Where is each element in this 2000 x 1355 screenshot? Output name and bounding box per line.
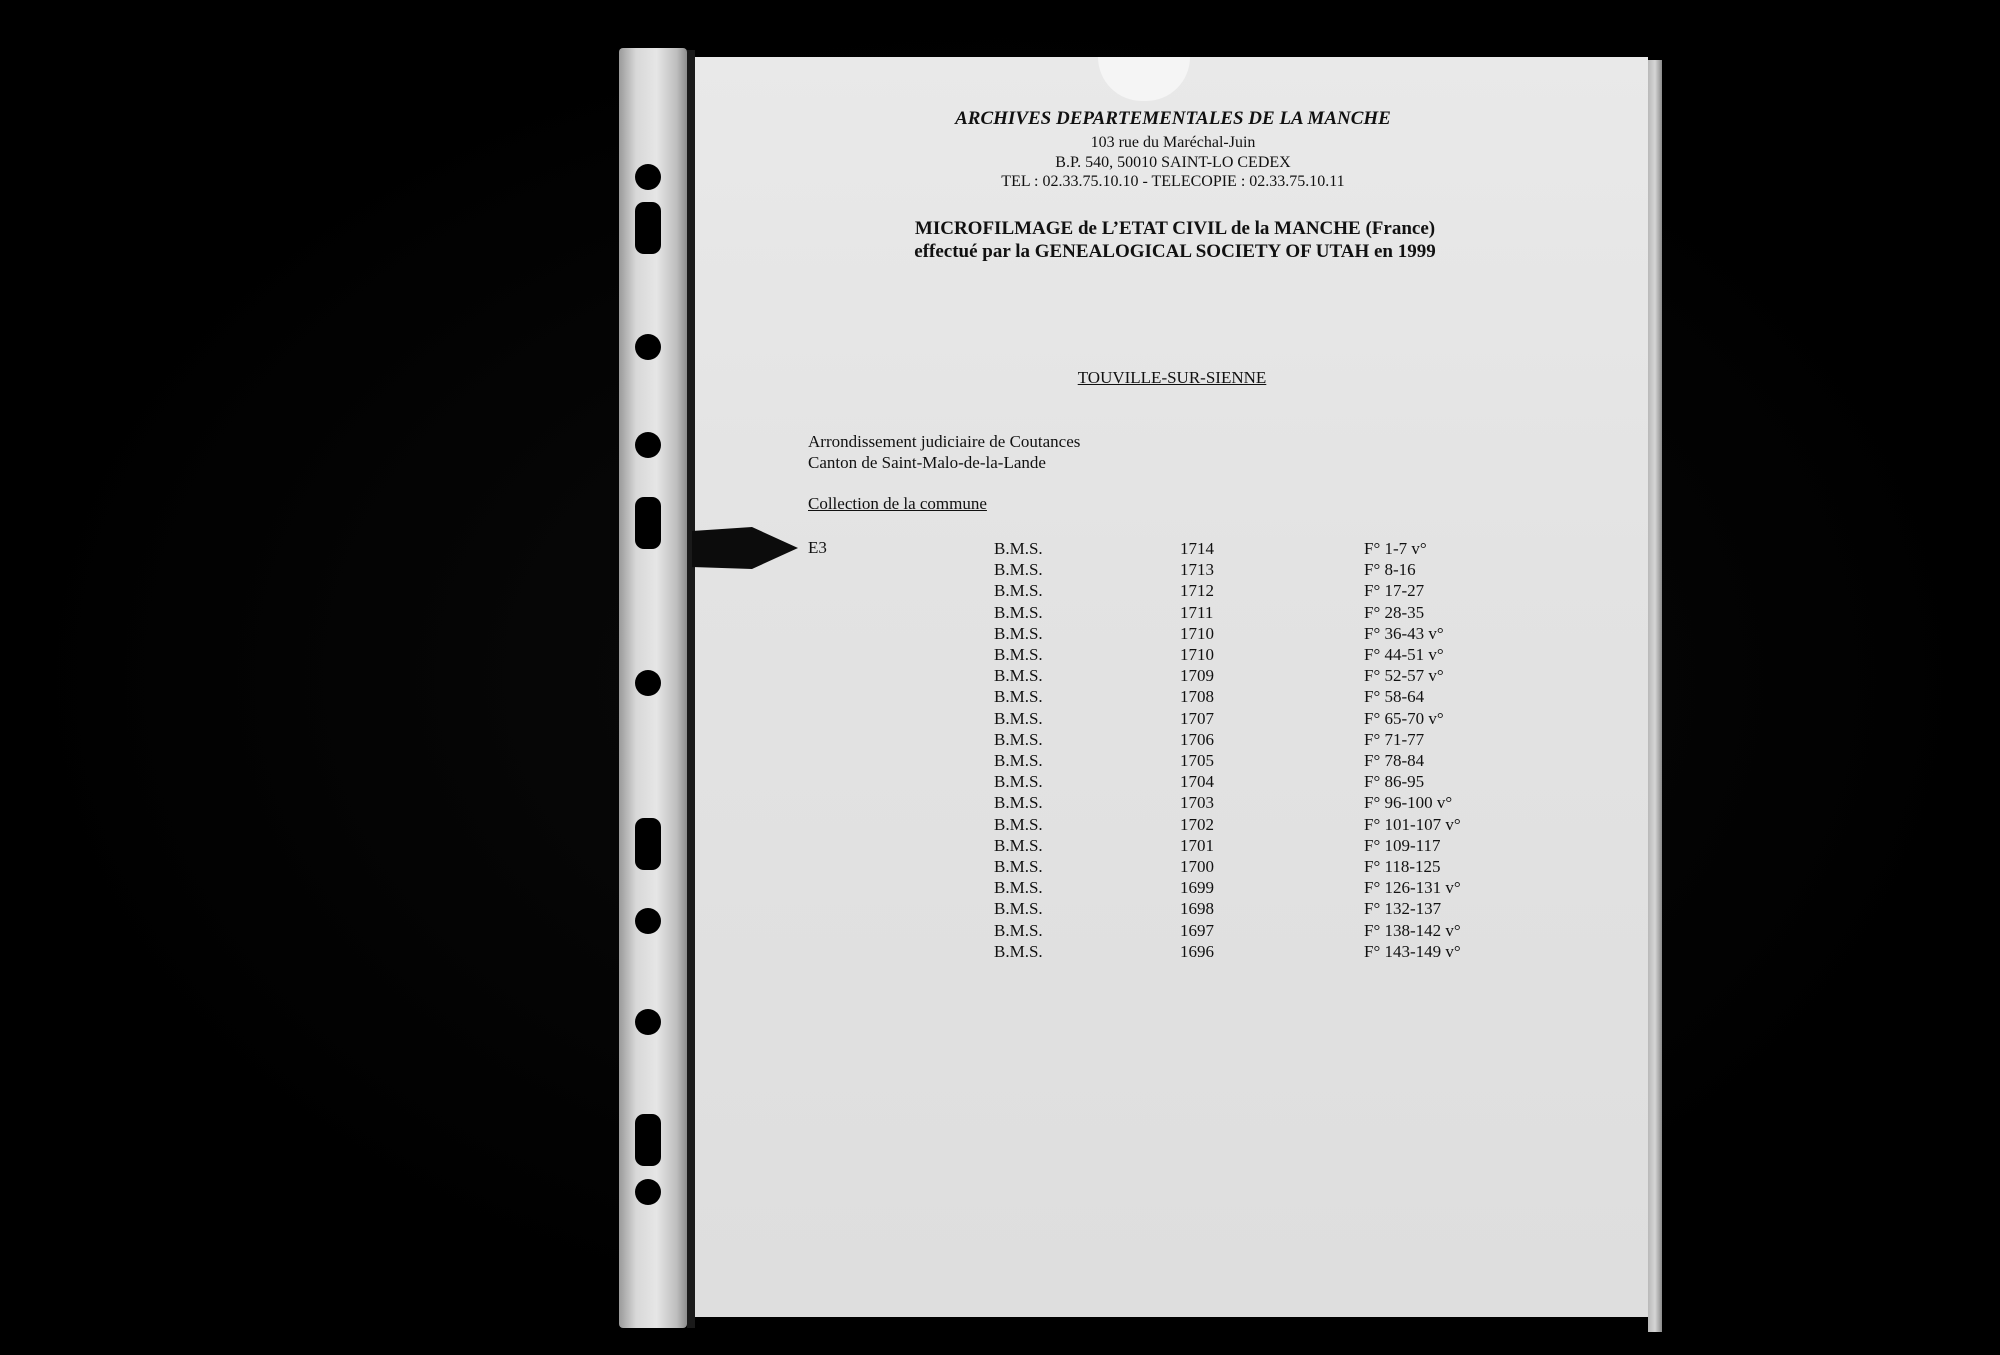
record-year: 1698 [1180, 899, 1214, 919]
document-title-line2: effectué par la GENEALOGICAL SOCIETY OF UTAH en 1999 [914, 241, 1436, 262]
record-folio: F° 109-117 [1364, 835, 1441, 855]
record-folio: F° 17-27 [1364, 581, 1425, 601]
record-type: B.M.S. [994, 623, 1043, 643]
record-type: B.M.S. [994, 857, 1043, 876]
record-folio: F° 143-149 v° [1364, 941, 1461, 961]
arrondissement-line: Arrondissement judiciaire de Coutances [808, 432, 1081, 451]
record-type: B.M.S. [994, 602, 1043, 622]
record-folio: F° 96-100 v° [1364, 793, 1453, 813]
record-year: 1710 [1180, 645, 1214, 664]
record-folio: F° 132-137 [1364, 899, 1442, 919]
record-year: 1709 [1180, 666, 1214, 686]
punch-slot [635, 202, 661, 254]
arrow-tab-marker [692, 527, 798, 569]
punch-hole [635, 670, 661, 696]
archive-contact: TEL : 02.33.75.10.10 - TELECOPIE : 02.33.75.10.11 [1001, 173, 1345, 190]
record-type: B.M.S. [994, 835, 1043, 855]
punch-slot [635, 818, 661, 870]
record-type: B.M.S. [994, 581, 1043, 601]
record-type: B.M.S. [994, 645, 1043, 664]
record-folio: F° 58-64 [1364, 687, 1425, 707]
record-year: 1714 [1180, 539, 1214, 558]
punch-hole [635, 1009, 661, 1035]
record-folio: F° 86-95 [1364, 772, 1425, 792]
record-type: B.M.S. [994, 899, 1043, 919]
record-year: 1696 [1180, 941, 1214, 961]
record-type: B.M.S. [994, 793, 1043, 813]
record-folio: F° 65-70 v° [1364, 708, 1444, 728]
archive-name: ARCHIVES DEPARTEMENTALES DE LA MANCHE [955, 108, 1391, 129]
record-folio: F° 101-107 v° [1364, 814, 1461, 834]
sheet-right-edge [1648, 60, 1662, 1332]
record-type: B.M.S. [994, 539, 1043, 558]
record-type: B.M.S. [994, 941, 1043, 961]
record-type: B.M.S. [994, 708, 1043, 728]
record-type: B.M.S. [994, 751, 1043, 770]
record-folio: F° 28-35 [1364, 602, 1425, 622]
record-type: B.M.S. [994, 814, 1043, 834]
record-year: 1708 [1180, 687, 1214, 707]
record-year: 1700 [1180, 857, 1214, 876]
record-folio: F° 36-43 v° [1364, 623, 1444, 643]
record-year: 1701 [1180, 835, 1214, 855]
record-year: 1713 [1180, 560, 1214, 580]
record-type: B.M.S. [994, 878, 1043, 898]
record-year: 1702 [1180, 814, 1214, 834]
commune-name: TOUVILLE-SUR-SIENNE [1077, 368, 1267, 387]
record-type: B.M.S. [994, 772, 1043, 792]
record-folio: F° 138-142 v° [1364, 920, 1461, 940]
punch-hole [635, 1179, 661, 1205]
record-folio: F° 126-131 v° [1364, 878, 1461, 898]
punch-hole [635, 164, 661, 190]
record-year: 1697 [1180, 920, 1214, 940]
record-type: B.M.S. [994, 560, 1043, 580]
archive-address: 103 rue du Maréchal-Juin [1090, 134, 1256, 151]
record-folio: F° 118-125 [1364, 857, 1441, 876]
record-type: B.M.S. [994, 666, 1043, 686]
punch-slot [635, 1114, 661, 1166]
record-year: 1706 [1180, 729, 1214, 749]
record-year: 1704 [1180, 772, 1214, 792]
record-folio: F° 44-51 v° [1364, 645, 1444, 664]
collection-heading: Collection de la commune [808, 494, 987, 513]
sleeve-edge-shadow [687, 50, 695, 1328]
canton-line: Canton de Saint-Malo-de-la-Lande [808, 453, 1046, 472]
cote-label: E3 [808, 538, 827, 557]
record-folio: F° 8-16 [1364, 560, 1416, 580]
record-year: 1703 [1180, 793, 1214, 813]
punch-hole [635, 908, 661, 934]
record-folio: F° 71-77 [1364, 729, 1425, 749]
document-title-line1: MICROFILMAGE de L’ETAT CIVIL de la MANCHE (France) [914, 218, 1436, 239]
punch-hole [635, 334, 661, 360]
sleeve-binder-strip [619, 48, 687, 1328]
record-folio: F° 1-7 v° [1364, 539, 1427, 558]
record-year: 1705 [1180, 751, 1214, 770]
punch-hole [635, 432, 661, 458]
archive-postal: B.P. 540, 50010 SAINT-LO CEDEX [1055, 154, 1291, 171]
record-type: B.M.S. [994, 687, 1043, 707]
punch-slot [635, 497, 661, 549]
record-year: 1699 [1180, 878, 1214, 898]
record-folio: F° 78-84 [1364, 751, 1425, 770]
record-year: 1707 [1180, 708, 1214, 728]
record-type: B.M.S. [994, 729, 1043, 749]
record-type: B.M.S. [994, 920, 1043, 940]
record-year: 1711 [1180, 602, 1214, 622]
record-year: 1710 [1180, 623, 1214, 643]
record-folio: F° 52-57 v° [1364, 666, 1444, 686]
record-year: 1712 [1180, 581, 1214, 601]
